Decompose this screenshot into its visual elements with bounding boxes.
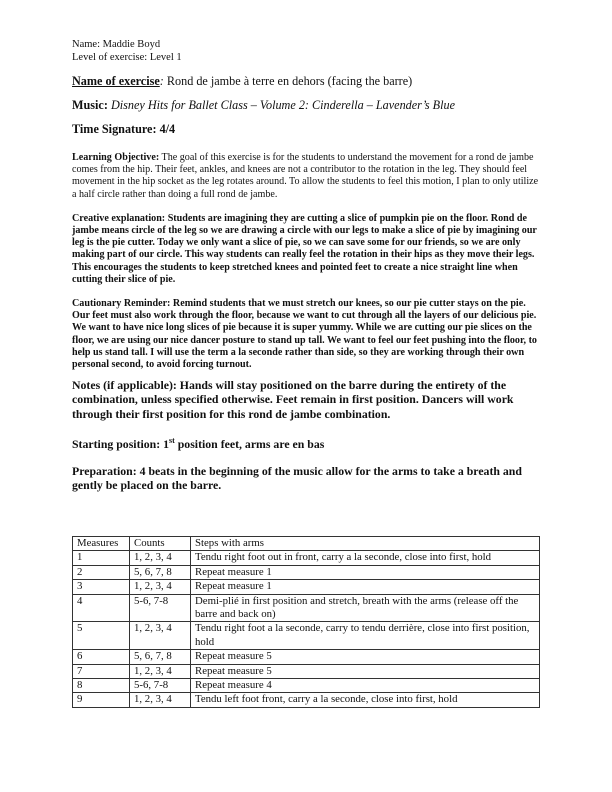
cell-counts: 5-6, 7-8: [130, 679, 191, 693]
cell-steps: Repeat measure 1: [191, 565, 540, 579]
time-signature: Time Signature: 4/4: [72, 122, 176, 136]
preparation: Preparation: 4 beats in the beginning of the music allow for the arms to take a breath and gently be placed on the barre.: [72, 463, 522, 493]
cell-counts: 1, 2, 3, 4: [130, 580, 191, 594]
cell-counts: 5-6, 7-8: [130, 594, 191, 622]
music-label: Music:: [72, 98, 108, 112]
exercise-name-value: Rond de jambe à terre en dehors (facing the barre): [163, 74, 413, 88]
cell-counts: 1, 2, 3, 4: [130, 693, 191, 707]
table-row: [73, 580, 540, 594]
learning-objective: [72, 152, 540, 201]
cell-steps: Tendu right foot out in front, carry a la seconde, close into first, hold: [191, 551, 540, 565]
table-row: [73, 551, 540, 565]
cell-measure: 7: [73, 664, 130, 678]
cell-measure: 6: [73, 650, 130, 664]
cell-measure: 3: [73, 580, 130, 594]
creative-explanation: Creative explanation: Students are imagining they are cutting a slice of pumpkin pie on the floor. Rond de jambe means circle of the leg so we are drawing a circle with our legs to make a slice of pie by imagining our leg is the pie cutter. Today we only want a slice of pie, so we can save some for our friends, so we are only making part of our circle. This way students can really feel the rotation in their hips as they move their legs. This encourages the students to keep stretched knees and pointed feet to create a nice straight line when cutting their slice of pie.: [72, 212, 537, 285]
starting-position-sup: st: [169, 435, 175, 445]
learning-objective-label: Learning Objective:: [72, 152, 160, 163]
starting-position-suffix: position feet, arms are en bas: [174, 436, 325, 451]
table-row: [73, 679, 540, 693]
cell-measure: 4: [73, 594, 130, 622]
steps-table: [72, 536, 540, 708]
music-value: Disney Hits for Ballet Class – Volume 2: Cinderella – Lavender’s Blue: [107, 98, 455, 112]
music-line: [72, 98, 540, 113]
header-measures: Measures: [73, 537, 130, 551]
cell-steps: Tendu right foot a la seconde, carry to tendu derrière, close into first position, hold: [191, 622, 540, 650]
table-row: [73, 594, 540, 622]
header-counts: Counts: [130, 537, 191, 551]
steps-table-head: [73, 537, 540, 551]
cell-counts: 1, 2, 3, 4: [130, 622, 191, 650]
cautionary-reminder: Cautionary Reminder: Remind students that we must stretch our knees, so our pie cutter stays on the pie. Our feet must also work through the floor, because we want to cut through all the layers of our delicious pie. We want to have nice long slices of pie because it is super yummy. While we are cutting our pie slices on the floor, we are using our nice dancer posture to stand up tall. We want to feel our feet pushing into the floor, to help us stand tall. I will use the term a la seconde rather than side, so they are working through their own personal second, to avoid forcing turnout.: [72, 298, 537, 371]
table-row: [73, 664, 540, 678]
starting-position-prefix: Starting position: 1: [72, 436, 170, 451]
cell-counts: 5, 6, 7, 8: [130, 650, 191, 664]
exercise-level: Level of exercise: Level 1: [72, 52, 182, 63]
exercise-name-label: Name of exercise: [72, 74, 160, 88]
exercise-name-line: [72, 74, 540, 89]
document-page: [72, 38, 540, 492]
cell-counts: 1, 2, 3, 4: [130, 664, 191, 678]
cell-steps: Repeat measure 5: [191, 650, 540, 664]
cell-measure: 8: [73, 679, 130, 693]
starting-position: [72, 434, 540, 451]
cell-steps: Repeat measure 4: [191, 679, 540, 693]
notes: Notes (if applicable): Hands will stay positioned on the barre during the entirety of the combination, unless specified otherwise. Feet remain in first position. Dancers will work through their first position for this rond de jambe combination.: [72, 378, 514, 421]
steps-table-body: [73, 551, 540, 707]
table-row: [73, 622, 540, 650]
table-header-row: [73, 537, 540, 551]
cell-counts: 1, 2, 3, 4: [130, 551, 191, 565]
cell-steps: Demi-plié in first position and stretch, breath with the arms (release off the barre and back on): [191, 594, 540, 622]
cell-measure: 2: [73, 565, 130, 579]
table-row: [73, 565, 540, 579]
cell-measure: 5: [73, 622, 130, 650]
cell-steps: Repeat measure 1: [191, 580, 540, 594]
header-steps: Steps with arms: [191, 537, 540, 551]
table-row: [73, 650, 540, 664]
exercise-name-colon: :: [159, 74, 164, 88]
learning-objective-text: The goal of this exercise is for the students to understand the movement for a rond de jambe comes from the hip. Their feet, ankles, and knees are not a contributor to the rotation in the leg. They should feel movement in the hip socket as the leg rotates around. To allow the students to feel this motion, I plan to only utilize a half circle rather than doing a full rond de jambe.: [72, 152, 539, 200]
table-row: [73, 693, 540, 707]
cell-steps: Tendu left foot front, carry a la seconde, close into first, hold: [191, 693, 540, 707]
cell-counts: 5, 6, 7, 8: [130, 565, 191, 579]
cell-measure: 1: [73, 551, 130, 565]
cell-measure: 9: [73, 693, 130, 707]
student-name: Name: Maddie Boyd: [72, 39, 161, 50]
cell-steps: Repeat measure 5: [191, 664, 540, 678]
